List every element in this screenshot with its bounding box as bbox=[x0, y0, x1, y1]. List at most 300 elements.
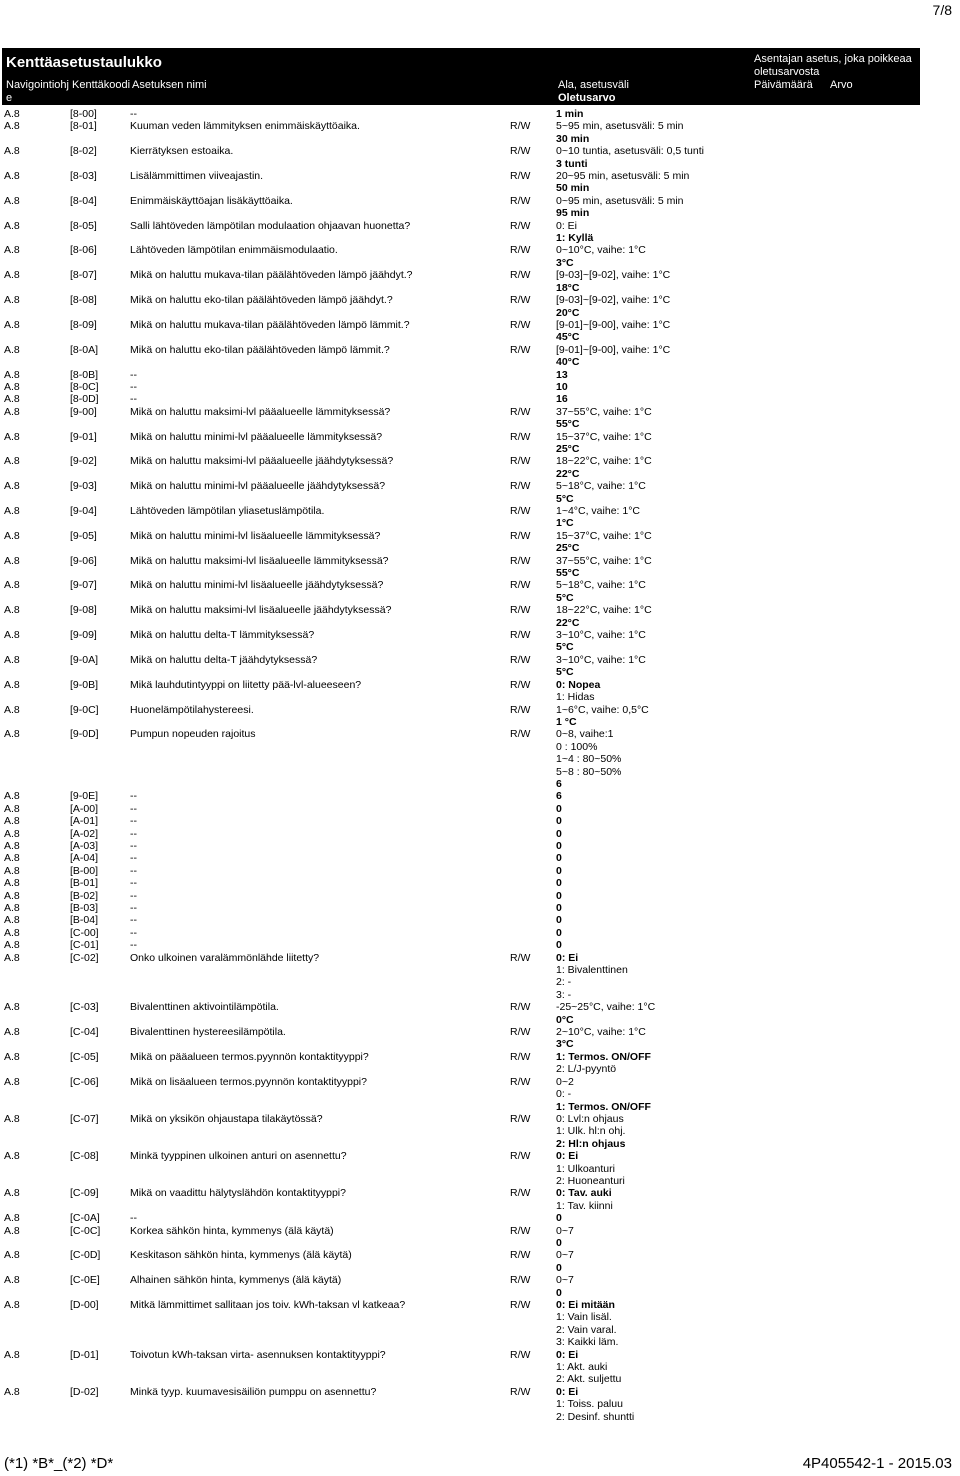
range-cell bbox=[556, 108, 756, 120]
name-cell: -- bbox=[130, 790, 137, 803]
range-cell bbox=[556, 505, 756, 530]
default-value: 6 bbox=[556, 790, 562, 803]
rw-cell bbox=[510, 381, 556, 393]
range-line: 37~55°C, vaihe: 1°C bbox=[556, 405, 652, 418]
range-line: 0: Ei bbox=[556, 219, 578, 232]
name-cell: Mikä on haluttu minimi-lvl lisäalueelle lämmityksessä? bbox=[130, 529, 381, 542]
nav-cell: A.8 bbox=[4, 318, 20, 331]
code-cell: [A-04] bbox=[70, 852, 99, 865]
code-cell: [9-03] bbox=[70, 480, 97, 493]
code-cell: [9-07] bbox=[70, 579, 97, 592]
rw-cell: R/W bbox=[510, 1224, 531, 1237]
table-row bbox=[0, 728, 960, 790]
table-row bbox=[0, 381, 960, 393]
default-value: 0: Ei bbox=[556, 1348, 579, 1361]
range-cell bbox=[556, 939, 756, 951]
nav-cell: A.8 bbox=[4, 368, 20, 381]
rw-cell bbox=[510, 939, 556, 951]
table-row bbox=[0, 654, 960, 679]
default-value: 0 bbox=[556, 1236, 562, 1249]
nav-cell: A.8 bbox=[4, 244, 20, 257]
code-cell: [8-0B] bbox=[70, 368, 99, 381]
code-cell: [C-02] bbox=[70, 951, 99, 964]
nav-cell: A.8 bbox=[4, 120, 20, 133]
rw-cell: R/W bbox=[510, 244, 531, 257]
default-value: 25°C bbox=[556, 442, 580, 455]
code-cell: [9-09] bbox=[70, 629, 97, 642]
nav-cell: A.8 bbox=[4, 505, 20, 517]
default-value: 3°C bbox=[556, 256, 574, 269]
nav-cell: A.8 bbox=[4, 1299, 20, 1311]
range-cell bbox=[556, 1076, 756, 1113]
table-row bbox=[0, 1150, 960, 1187]
nav-cell: A.8 bbox=[4, 579, 20, 592]
default-value: 0 bbox=[556, 1261, 562, 1274]
rw-cell: R/W bbox=[510, 1026, 531, 1039]
code-cell: [8-03] bbox=[70, 170, 97, 183]
range-line: [9-03]~[9-02], vaihe: 1°C bbox=[556, 294, 671, 307]
nav-cell: A.8 bbox=[4, 1212, 20, 1225]
name-cell: Mikä on haluttu delta-T jäähdytyksessä? bbox=[130, 653, 318, 666]
code-cell: [C-01] bbox=[70, 939, 99, 952]
range-line: 3~10°C, vaihe: 1°C bbox=[556, 653, 646, 666]
header-installer: Asentajan asetus, joka poikkeaa oletusarvosta bbox=[754, 53, 912, 78]
table-row bbox=[0, 927, 960, 939]
name-cell: -- bbox=[130, 889, 137, 902]
table-row bbox=[0, 1076, 960, 1113]
range-line: 5~95 min, asetusväli: 5 min bbox=[556, 120, 684, 133]
name-cell: Mikä on haluttu minimi-lvl pääalueelle jäähdytyksessä? bbox=[130, 480, 386, 493]
range-line: 3: Kaikki läm. bbox=[556, 1336, 619, 1349]
default-value: 1: Kyllä bbox=[556, 232, 594, 245]
name-cell: Mitkä lämmittimet sallitaan jos toiv. kWh-taksan vl katkeaa? bbox=[130, 1299, 406, 1311]
range-cell bbox=[556, 728, 756, 790]
default-value: 1: Termos. ON/OFF bbox=[556, 1100, 651, 1113]
range-line: 0 : 100% bbox=[556, 740, 598, 753]
table-row bbox=[0, 704, 960, 729]
nav-cell: A.8 bbox=[4, 294, 20, 307]
range-line: 1: Ulkoanturi bbox=[556, 1162, 615, 1175]
range-cell bbox=[556, 1225, 756, 1250]
range-cell bbox=[556, 840, 756, 852]
default-value: 5°C bbox=[556, 492, 574, 505]
rw-cell: R/W bbox=[510, 505, 531, 517]
table-row bbox=[0, 195, 960, 220]
code-cell: [C-09] bbox=[70, 1187, 99, 1200]
rw-cell bbox=[510, 815, 556, 827]
range-line: 0: Lvl:n ohjaus bbox=[556, 1112, 624, 1125]
code-cell: [B-02] bbox=[70, 889, 99, 902]
table-row bbox=[0, 1299, 960, 1349]
default-value: 50 min bbox=[556, 182, 590, 195]
table-row bbox=[0, 406, 960, 431]
range-line: 20~95 min, asetusväli: 5 min bbox=[556, 170, 690, 183]
rw-cell: R/W bbox=[510, 343, 531, 356]
default-value: 0: Ei bbox=[556, 1385, 579, 1398]
nav-cell: A.8 bbox=[4, 902, 20, 914]
name-cell: Minkä tyyp. kuumavesisäiliön pumppu on asennettu? bbox=[130, 1385, 377, 1398]
code-cell: [C-06] bbox=[70, 1075, 99, 1088]
nav-cell: A.8 bbox=[4, 554, 20, 567]
nav-cell: A.8 bbox=[4, 269, 20, 282]
range-cell bbox=[556, 790, 756, 802]
table-row bbox=[0, 1001, 960, 1026]
rw-cell: R/W bbox=[510, 1050, 531, 1063]
range-line: 15~37°C, vaihe: 1°C bbox=[556, 529, 652, 542]
range-cell bbox=[556, 480, 756, 505]
range-cell bbox=[556, 1386, 756, 1423]
range-line: 2: - bbox=[556, 976, 572, 989]
nav-cell: A.8 bbox=[4, 1224, 20, 1237]
code-cell: [8-04] bbox=[70, 194, 97, 207]
rw-cell bbox=[510, 890, 556, 902]
name-cell: Mikä on pääalueen termos.pyynnön kontaktityyppi? bbox=[130, 1050, 369, 1063]
range-line: 0~8, vaihe:1 bbox=[556, 728, 614, 741]
code-cell: [C-03] bbox=[70, 1001, 99, 1014]
table-row bbox=[0, 803, 960, 815]
code-cell: [C-0D] bbox=[70, 1249, 101, 1262]
name-cell: Keskitason sähkön hinta, kymmenys (älä käytä) bbox=[130, 1249, 352, 1262]
range-cell bbox=[556, 406, 756, 431]
nav-cell: A.8 bbox=[4, 703, 20, 716]
table-row bbox=[0, 865, 960, 877]
rw-cell: R/W bbox=[510, 1385, 531, 1398]
range-cell bbox=[556, 244, 756, 269]
name-cell: Bivalenttinen hystereesilämpötila. bbox=[130, 1026, 286, 1039]
table-row bbox=[0, 828, 960, 840]
range-cell bbox=[556, 1026, 756, 1051]
default-value: 22°C bbox=[556, 467, 580, 480]
name-cell: Mikä on haluttu minimi-lvl lisäalueelle jäähdytyksessä? bbox=[130, 579, 384, 592]
range-cell bbox=[556, 530, 756, 555]
rw-cell bbox=[510, 790, 556, 802]
header-nav: Navigointiohj e bbox=[6, 79, 69, 104]
range-line: 0~7 bbox=[556, 1224, 574, 1237]
code-cell: [8-09] bbox=[70, 318, 97, 331]
table-row bbox=[0, 555, 960, 580]
range-line: 1: Toiss. paluu bbox=[556, 1398, 623, 1411]
range-line: 15~37°C, vaihe: 1°C bbox=[556, 430, 652, 443]
table-row bbox=[0, 952, 960, 1002]
rw-cell bbox=[510, 914, 556, 926]
range-cell bbox=[556, 269, 756, 294]
nav-cell: A.8 bbox=[4, 604, 20, 617]
default-value: 55°C bbox=[556, 418, 580, 431]
name-cell: Enimmäiskäyttöajan lisäkäyttöaika. bbox=[130, 194, 293, 207]
code-cell: [C-0E] bbox=[70, 1274, 100, 1287]
name-cell: -- bbox=[130, 802, 137, 815]
code-cell: [8-01] bbox=[70, 120, 97, 133]
code-cell: [A-03] bbox=[70, 839, 99, 852]
nav-cell: A.8 bbox=[4, 455, 20, 468]
name-cell: Mikä on haluttu delta-T lämmityksessä? bbox=[130, 629, 315, 642]
range-cell bbox=[556, 1001, 756, 1026]
range-cell bbox=[556, 431, 756, 456]
range-line: 18~22°C, vaihe: 1°C bbox=[556, 455, 652, 468]
code-cell: [9-0A] bbox=[70, 653, 99, 666]
range-line: 0~10°C, vaihe: 1°C bbox=[556, 244, 646, 257]
name-cell: Pumpun nopeuden rajoitus bbox=[130, 728, 256, 741]
name-cell: Lähtöveden lämpötilan yliasetuslämpötila. bbox=[130, 505, 325, 517]
code-cell: [9-00] bbox=[70, 405, 97, 418]
rw-cell bbox=[510, 108, 556, 120]
rw-cell: R/W bbox=[510, 430, 531, 443]
nav-cell: A.8 bbox=[4, 529, 20, 542]
default-value: 5°C bbox=[556, 591, 574, 604]
range-cell bbox=[556, 1051, 756, 1076]
code-cell: [D-02] bbox=[70, 1385, 99, 1398]
name-cell: Alhainen sähkön hinta, kymmenys (älä käytä) bbox=[130, 1274, 342, 1287]
table-row bbox=[0, 393, 960, 405]
rw-cell: R/W bbox=[510, 1274, 531, 1287]
code-cell: [9-02] bbox=[70, 455, 97, 468]
rw-cell bbox=[510, 852, 556, 864]
default-value: 25°C bbox=[556, 542, 580, 555]
default-value: 1: Termos. ON/OFF bbox=[556, 1050, 651, 1063]
table-row bbox=[0, 480, 960, 505]
name-cell: -- bbox=[130, 926, 137, 939]
range-cell bbox=[556, 455, 756, 480]
default-value: 0 bbox=[556, 864, 562, 877]
nav-cell: A.8 bbox=[4, 219, 20, 232]
code-cell: [A-00] bbox=[70, 802, 99, 815]
range-cell bbox=[556, 704, 756, 729]
nav-cell: A.8 bbox=[4, 877, 20, 890]
table-row bbox=[0, 579, 960, 604]
default-value: 0 bbox=[556, 914, 562, 927]
range-cell bbox=[556, 170, 756, 195]
rw-cell: R/W bbox=[510, 294, 531, 307]
default-value: 1°C bbox=[556, 517, 574, 530]
table-row bbox=[0, 679, 960, 704]
default-value: 0 bbox=[556, 815, 562, 828]
name-cell: Mikä on yksikön ohjaustapa tilakäytössä? bbox=[130, 1112, 323, 1125]
range-line: 1: Bivalenttinen bbox=[556, 964, 628, 977]
nav-cell: A.8 bbox=[4, 926, 20, 939]
table-row bbox=[0, 220, 960, 245]
rw-cell: R/W bbox=[510, 219, 531, 232]
rw-cell: R/W bbox=[510, 170, 531, 183]
nav-cell: A.8 bbox=[4, 1026, 20, 1039]
nav-cell: A.8 bbox=[4, 380, 20, 393]
range-line: 0~10 tuntia, asetusväli: 0,5 tunti bbox=[556, 145, 704, 158]
table-row bbox=[0, 1386, 960, 1423]
name-cell: -- bbox=[130, 839, 137, 852]
code-cell: [A-02] bbox=[70, 827, 99, 840]
rw-cell: R/W bbox=[510, 1112, 531, 1125]
code-cell: [C-08] bbox=[70, 1150, 99, 1163]
range-cell bbox=[556, 195, 756, 220]
range-cell bbox=[556, 902, 756, 914]
table-row bbox=[0, 939, 960, 951]
rw-cell bbox=[510, 828, 556, 840]
default-value: 1 min bbox=[556, 108, 584, 120]
code-cell: [C-00] bbox=[70, 926, 99, 939]
table-row bbox=[0, 344, 960, 369]
default-value: 0°C bbox=[556, 1013, 574, 1026]
default-value: 0 bbox=[556, 926, 562, 939]
name-cell: -- bbox=[130, 852, 137, 865]
default-value: 0 bbox=[556, 827, 562, 840]
nav-cell: A.8 bbox=[4, 343, 20, 356]
range-cell bbox=[556, 393, 756, 405]
nav-cell: A.8 bbox=[4, 1150, 20, 1163]
code-cell: [8-02] bbox=[70, 145, 97, 158]
table-row bbox=[0, 120, 960, 145]
default-value: 0 bbox=[556, 852, 562, 865]
range-cell bbox=[556, 579, 756, 604]
code-cell: [8-08] bbox=[70, 294, 97, 307]
code-cell: [8-0A] bbox=[70, 343, 99, 356]
name-cell: -- bbox=[130, 864, 137, 877]
nav-cell: A.8 bbox=[4, 802, 20, 815]
default-value: 5°C bbox=[556, 641, 574, 654]
range-line: [9-03]~[9-02], vaihe: 1°C bbox=[556, 269, 671, 282]
default-value: 0 bbox=[556, 877, 562, 890]
range-cell bbox=[556, 654, 756, 679]
name-cell: Mikä lauhdutintyyppi on liitetty pää-lvl-alueeseen? bbox=[130, 678, 362, 691]
range-cell bbox=[556, 1150, 756, 1187]
table-row bbox=[0, 840, 960, 852]
header-code: Kenttäkoodi bbox=[72, 79, 131, 91]
code-cell: [B-01] bbox=[70, 877, 99, 890]
range-cell bbox=[556, 877, 756, 889]
range-cell bbox=[556, 852, 756, 864]
name-cell: Mikä on haluttu minimi-lvl pääalueelle lämmityksessä? bbox=[130, 430, 383, 443]
table-row bbox=[0, 319, 960, 344]
range-line: 2: Huoneanturi bbox=[556, 1174, 625, 1187]
default-value: 0: Ei bbox=[556, 1150, 579, 1163]
range-line: 1: Ulk. hl:n ohj. bbox=[556, 1125, 626, 1138]
rw-cell bbox=[510, 865, 556, 877]
range-line: 2: Desinf. shuntti bbox=[556, 1410, 635, 1423]
code-cell: [B-03] bbox=[70, 902, 99, 914]
table-row bbox=[0, 1225, 960, 1250]
code-cell: [A-01] bbox=[70, 815, 99, 828]
name-cell: Mikä on haluttu maksimi-lvl lisäalueelle lämmityksessä? bbox=[130, 554, 389, 567]
range-cell bbox=[556, 145, 756, 170]
range-cell bbox=[556, 679, 756, 704]
default-value: 0 bbox=[556, 889, 562, 902]
table-row bbox=[0, 244, 960, 269]
range-cell bbox=[556, 952, 756, 1002]
code-cell: [C-07] bbox=[70, 1112, 99, 1125]
nav-cell: A.8 bbox=[4, 405, 20, 418]
range-line: -25~25°C, vaihe: 1°C bbox=[556, 1001, 656, 1014]
name-cell: Mikä on lisäalueen termos.pyynnön kontaktityyppi? bbox=[130, 1075, 367, 1088]
name-cell: -- bbox=[130, 877, 137, 890]
range-cell bbox=[556, 120, 756, 145]
code-cell: [D-01] bbox=[70, 1348, 99, 1361]
range-cell bbox=[556, 1249, 756, 1274]
nav-cell: A.8 bbox=[4, 108, 20, 120]
nav-cell: A.8 bbox=[4, 914, 20, 927]
rw-cell: R/W bbox=[510, 529, 531, 542]
name-cell: Mikä on haluttu mukava-tilan päälähtöveden lämpö lämmit.? bbox=[130, 318, 410, 331]
rw-cell: R/W bbox=[510, 405, 531, 418]
rw-cell: R/W bbox=[510, 728, 531, 741]
nav-cell: A.8 bbox=[4, 393, 20, 406]
rw-cell: R/W bbox=[510, 318, 531, 331]
nav-cell: A.8 bbox=[4, 1348, 20, 1361]
range-cell bbox=[556, 1349, 756, 1386]
range-line: 1~4°C, vaihe: 1°C bbox=[556, 505, 640, 517]
table-row bbox=[0, 902, 960, 914]
code-cell: [C-0C] bbox=[70, 1224, 101, 1237]
rw-cell: R/W bbox=[510, 480, 531, 493]
nav-cell: A.8 bbox=[4, 145, 20, 158]
name-cell: Mikä on haluttu eko-tilan päälähtöveden lämpö lämmit.? bbox=[130, 343, 390, 356]
name-cell: -- bbox=[130, 939, 137, 952]
range-cell bbox=[556, 294, 756, 319]
default-value: 0: Ei mitään bbox=[556, 1299, 615, 1311]
default-value: 0: Tav. auki bbox=[556, 1187, 612, 1200]
header-name: Asetuksen nimi bbox=[132, 79, 207, 91]
code-cell: [8-0D] bbox=[70, 393, 99, 406]
footer-code: (*1) *B*_(*2) *D* bbox=[4, 1455, 114, 1472]
code-cell: [C-05] bbox=[70, 1050, 99, 1063]
name-cell: -- bbox=[130, 393, 137, 406]
rw-cell: R/W bbox=[510, 1075, 531, 1088]
range-line: 37~55°C, vaihe: 1°C bbox=[556, 554, 652, 567]
header-date: Päivämäärä bbox=[754, 79, 813, 91]
nav-cell: A.8 bbox=[4, 852, 20, 865]
range-line: 0~7 bbox=[556, 1249, 574, 1262]
range-line: 2~10°C, vaihe: 1°C bbox=[556, 1026, 646, 1039]
default-value: 40°C bbox=[556, 356, 580, 369]
name-cell: Minkä tyyppinen ulkoinen anturi on asennettu? bbox=[130, 1150, 347, 1163]
code-cell: [8-05] bbox=[70, 219, 97, 232]
range-cell bbox=[556, 629, 756, 654]
nav-cell: A.8 bbox=[4, 1385, 20, 1398]
name-cell: -- bbox=[130, 914, 137, 927]
code-cell: [9-0E] bbox=[70, 790, 99, 803]
table-row bbox=[0, 145, 960, 170]
rw-cell: R/W bbox=[510, 1348, 531, 1361]
table-header bbox=[2, 48, 920, 105]
table-row bbox=[0, 1187, 960, 1212]
range-line: 1: Vain lisäl. bbox=[556, 1311, 612, 1324]
nav-cell: A.8 bbox=[4, 1050, 20, 1063]
nav-cell: A.8 bbox=[4, 1274, 20, 1287]
name-cell: -- bbox=[130, 368, 137, 381]
default-value: 1 °C bbox=[556, 715, 577, 728]
rw-cell bbox=[510, 1212, 556, 1224]
code-cell: [C-04] bbox=[70, 1026, 99, 1039]
nav-cell: A.8 bbox=[4, 815, 20, 828]
nav-cell: A.8 bbox=[4, 839, 20, 852]
rw-cell: R/W bbox=[510, 1150, 531, 1163]
table-row bbox=[0, 1051, 960, 1076]
rw-cell bbox=[510, 803, 556, 815]
rw-cell: R/W bbox=[510, 269, 531, 282]
table-body bbox=[0, 108, 960, 1423]
name-cell: Onko ulkoinen varalämmönlähde liitetty? bbox=[130, 951, 320, 964]
code-cell: [8-07] bbox=[70, 269, 97, 282]
default-value: 0 bbox=[556, 902, 562, 914]
code-cell: [B-00] bbox=[70, 864, 99, 877]
rw-cell: R/W bbox=[510, 1299, 531, 1311]
table-row bbox=[0, 369, 960, 381]
table-row bbox=[0, 852, 960, 864]
default-value: 45°C bbox=[556, 331, 580, 344]
range-cell bbox=[556, 865, 756, 877]
rw-cell: R/W bbox=[510, 554, 531, 567]
code-cell: [9-06] bbox=[70, 554, 97, 567]
range-cell bbox=[556, 319, 756, 344]
rw-cell: R/W bbox=[510, 1187, 531, 1200]
table-row bbox=[0, 815, 960, 827]
